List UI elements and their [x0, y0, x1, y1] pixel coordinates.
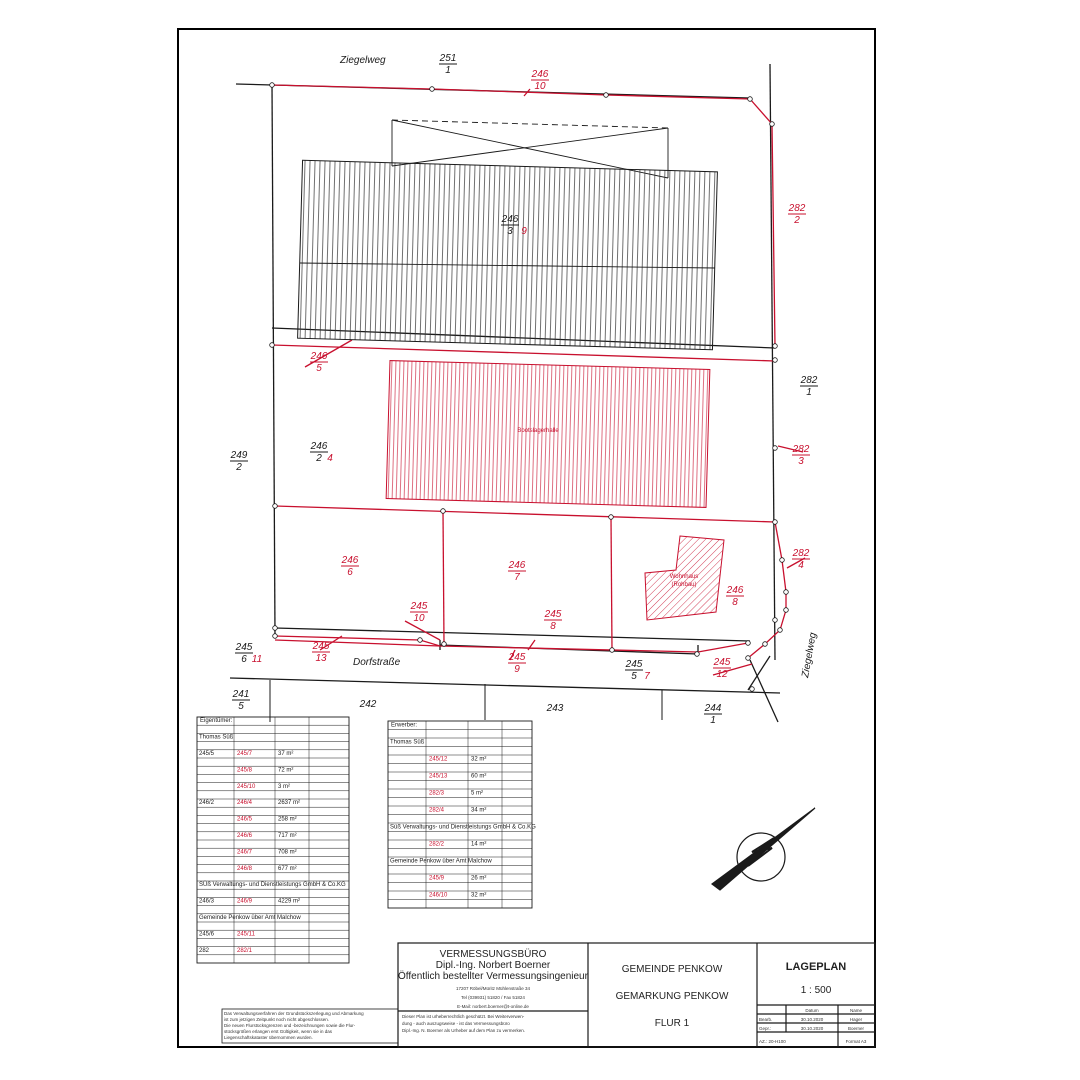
parcel-p245_12-denominator: 12: [716, 669, 728, 680]
ownersTable-row-1-b: 245/7: [237, 751, 253, 757]
ownersTable-row-8-b: 246/8: [237, 865, 253, 872]
buyersTable-row-1-b: 245/12: [429, 756, 448, 763]
ownersTable-row-12-a: 245/6: [199, 931, 215, 938]
ownersTable-row-6-c: 717 m²: [278, 833, 297, 839]
parcel-p245_57-new-number: 7: [644, 671, 650, 682]
road-ticks: [270, 680, 662, 722]
buyersTable-heading: Erwerber:: [391, 722, 418, 729]
parcel-p282_2-denominator: 2: [794, 215, 800, 226]
buyersTable-row-3-c: 5 m²: [471, 790, 483, 797]
ownersTable-row-5-c: 258 m²: [278, 816, 297, 823]
plan-scale: 1 : 500: [800, 985, 832, 996]
parcel-p242-number: 242: [359, 699, 377, 710]
parcel-p282_4-numerator: 282: [792, 548, 810, 559]
note-left-line-0: Das Verwaltungsverfahren der Grundstückszerlegung und Abmarkung: [224, 1011, 364, 1016]
ownersTable-row-13-b: 282/1: [237, 947, 253, 954]
ownersTable-row-3-b: 245/10: [237, 783, 256, 790]
ownersTable-row-13-a: 282: [199, 947, 210, 954]
office-address: 17207 Röbel/Müritz Mühlenstraße 34: [455, 986, 531, 991]
ownersTable-row-12-b: 245/11: [237, 931, 255, 938]
buyersTable-row-4-b: 282/4: [429, 807, 445, 814]
parcel-p244_1-numerator: 244: [704, 703, 722, 714]
parcel-p251-numerator: 251: [439, 53, 457, 64]
office-phone: Tel (039931) 51820 / Fax 51824: [461, 995, 525, 1000]
bearb-label: Bearb.: [759, 1017, 773, 1022]
buyersTable-row-9-b: 246/10: [429, 892, 448, 899]
parcel-p245_57-numerator: 245: [625, 659, 643, 670]
ownersTable-row-2-b: 245/8: [237, 767, 253, 774]
ownersTable-row-4-a: 246/2: [199, 800, 215, 807]
ownersTable-row-10-b: 246/9: [237, 898, 253, 905]
note-left-line-4: Liegenschaftskataster übernommen wurden.: [224, 1035, 313, 1040]
parcel-p282_3-numerator: 282: [792, 444, 810, 455]
buyersTable-row-3-b: 282/3: [429, 790, 445, 797]
parcel-p243-number: 243: [546, 703, 564, 714]
parcel-p282_2-numerator: 282: [788, 203, 806, 214]
parcel-p241_5-numerator: 241: [232, 689, 250, 700]
buyersTable-row-8-c: 26 m²: [471, 875, 487, 882]
buyersTable-row-6-b: 282/2: [429, 841, 445, 848]
parcel-p246_39-denominator: 3: [507, 226, 513, 237]
parcel-p245_57-denominator: 5: [631, 671, 637, 682]
col-datum: Datum: [805, 1008, 819, 1013]
street-label-ziegelweg-east: Ziegelweg: [800, 631, 819, 679]
parcel-p245_13-denominator: 13: [315, 653, 327, 664]
buyersTable-row-2-c: 60 m²: [471, 773, 487, 780]
north-arrow: [712, 808, 815, 890]
parcel-p246_6-numerator: 246: [341, 555, 359, 566]
note-left-line-3: stücksgrößen erlangen erst Gültigkeit, wenn sie in das: [224, 1029, 333, 1034]
ownersTable-row-8-c: 677 m²: [278, 865, 297, 872]
parcel-p249_2-numerator: 249: [230, 450, 248, 461]
gemarkung-label: GEMARKUNG PENKOW: [615, 991, 729, 1002]
parcel-p246_10-numerator: 246: [531, 69, 549, 80]
bearb-name: Hager: [849, 1017, 863, 1022]
parcel-p246_5-numerator: 246: [310, 351, 328, 362]
parcel-p246_7-numerator: 246: [508, 560, 526, 571]
office-person: Dipl.-Ing. Norbert Boerner: [435, 960, 551, 971]
ownersTable-row-4-b: 246/4: [237, 800, 253, 807]
gemeinde-label: GEMEINDE PENKOW: [621, 964, 723, 975]
ownersTable-row-9-a: SÜß Verwaltungs- und Dienstleistungs GmbH & Co.KG: [199, 882, 346, 889]
parcel-p246_8-numerator: 246: [726, 585, 744, 596]
ownersTable-row-1-a: 245/5: [199, 751, 215, 757]
parcel-p249_2-denominator: 2: [236, 462, 242, 473]
parcel-p245_611-denominator: 6: [241, 654, 247, 665]
building-hatched-north: [298, 160, 718, 350]
owners-table: [197, 717, 349, 963]
buyersTable-row-9-c: 32 m²: [471, 892, 487, 899]
parcel-p245_9-numerator: 245: [508, 652, 526, 663]
gepr-label: Gepr.:: [759, 1026, 772, 1031]
ownersTable-row-11-a: Gemeinde Penkow über Amt Malchow: [199, 915, 301, 921]
house-label: Wohnhaus: [669, 574, 699, 580]
office-name: VERMESSUNGSBÜRO: [439, 949, 547, 960]
plan-title: LAGEPLAN: [785, 961, 847, 973]
ownersTable-row-7-b: 246/7: [237, 849, 253, 856]
parcel-p245_9-denominator: 9: [514, 664, 520, 675]
parcel-p245_611-numerator: 245: [235, 642, 253, 653]
parcel-p246_7-denominator: 7: [514, 572, 520, 583]
note-mid-line-0: Dieser Plan ist urheberrechtlich geschützt. Bei Weiterverwen-: [402, 1014, 525, 1019]
parcel-p282_4-denominator: 4: [798, 560, 804, 571]
parcel-p245_8-denominator: 8: [550, 621, 556, 632]
ownersTable-row-10-a: 246/3: [199, 898, 215, 905]
buyersTable-row-6-c: 14 m²: [471, 841, 487, 848]
buyersTable-row-7-a: Gemeinde Penkow über Amt Malchow: [390, 858, 492, 865]
parcel-p251-denominator: 1: [445, 65, 451, 76]
az-label: AZ.: 20-H100: [759, 1039, 786, 1044]
parcel-p246_10-denominator: 10: [534, 81, 546, 92]
parcel-p245_10-numerator: 245: [410, 601, 428, 612]
parcel-p246_6-denominator: 6: [347, 567, 353, 578]
note-left-line-2: Die neuen Flurstücksgrenzen und -bezeichnungen sowie die Flur-: [224, 1023, 356, 1028]
buyersTable-row-5-a: Süß Verwaltungs- und Dienstleistungs GmbH & Co.KG: [390, 824, 536, 831]
ownersTable-heading: Eigentümer:: [200, 718, 233, 725]
ownersTable-row-5-b: 246/5: [237, 816, 253, 823]
bearb-date: 30.10.2020: [800, 1017, 824, 1022]
parcel-p244_1-denominator: 1: [710, 715, 716, 726]
parcel-p246_5-denominator: 5: [316, 363, 322, 374]
gepr-date: 30.10.2020: [800, 1026, 824, 1031]
house-label-status: (Rohbau): [671, 582, 697, 588]
parcel-p245_12-numerator: 245: [713, 657, 731, 668]
buyersTable-row-2-b: 245/13: [429, 773, 448, 780]
office-title: Öffentlich bestellter Vermessungsingenieur: [398, 971, 588, 982]
office-email: E-Mail: norbert.boerner@t-online.de: [457, 1004, 529, 1009]
ownersTable-row-6-b: 246/6: [237, 833, 253, 839]
col-name: Name: [849, 1008, 863, 1013]
street-label-ziegelweg-north: Ziegelweg: [340, 55, 386, 66]
buyersTable-row-8-b: 245/9: [429, 875, 445, 882]
parcel-p245_611-new-number: 11: [251, 654, 263, 665]
gepr-name: Boerner: [847, 1026, 865, 1031]
ownersTable-row-0-a: Thomas Süß: [199, 734, 234, 741]
hall-label: Bootslagerhalle: [517, 428, 559, 434]
parcel-p246_24-denominator: 2: [316, 453, 322, 464]
street-label-dorfstrasse: Dorfstraße: [353, 657, 401, 668]
parcel-p245_13-numerator: 245: [312, 641, 330, 652]
note-mid-line-1: dung - auch auszugsweise - ist das Vermessungsbüro: [402, 1021, 510, 1026]
parcel-p282_1-numerator: 282: [800, 375, 818, 386]
parcel-p246_24-new-number: 4: [327, 453, 333, 464]
ownersTable-row-10-c: 4229 m²: [278, 898, 301, 905]
format-label: Format A3: [845, 1039, 867, 1044]
parcel-p246_39-numerator: 246: [501, 214, 519, 225]
buyersTable-row-1-c: 32 m²: [471, 756, 487, 763]
parcel-p246_8-denominator: 8: [732, 597, 738, 608]
flur-label: FLUR 1: [654, 1018, 690, 1029]
hall-hatched: [386, 361, 710, 508]
parcel-p282_1-denominator: 1: [806, 387, 812, 398]
ownersTable-row-1-c: 37 m²: [278, 751, 294, 757]
parcel-p246_39-new-number: 9: [521, 226, 527, 237]
ownersTable-row-7-c: 708 m²: [278, 849, 297, 856]
parcel-p241_5-denominator: 5: [238, 701, 244, 712]
parcel-p246_24-numerator: 246: [310, 441, 328, 452]
parcel-p245_8-numerator: 245: [544, 609, 562, 620]
note-left-line-1: ist zum jetzigen Zeitpunkt noch nicht abgeschlossen.: [224, 1017, 330, 1022]
parcel-p282_3-denominator: 3: [798, 456, 804, 467]
note-mid-line-2: Dipl.-Ing. N. Boerner als Urheber auf dem Plan zu vermerken.: [402, 1028, 526, 1033]
buyers-table: [388, 721, 536, 908]
ownersTable-row-2-c: 72 m²: [278, 767, 294, 774]
ownersTable-row-3-c: 3 m²: [278, 783, 290, 790]
parcel-p245_10-denominator: 10: [413, 613, 425, 624]
buyersTable-row-0-a: Thomas Süß: [390, 739, 425, 746]
buyersTable-row-4-c: 34 m²: [471, 807, 487, 814]
ownersTable-row-4-c: 2637 m²: [278, 800, 301, 807]
